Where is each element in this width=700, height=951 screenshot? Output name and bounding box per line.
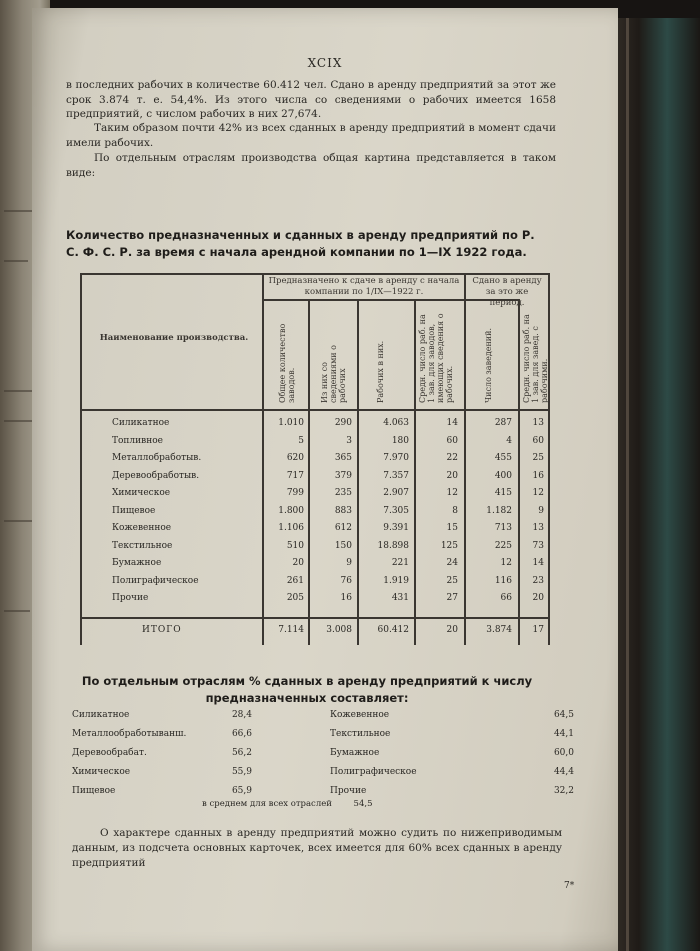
- table-cell: 235: [334, 488, 352, 498]
- table-cell: 13: [532, 523, 544, 533]
- column-header-name: Наименование производства.: [99, 333, 249, 343]
- table-cell: 4: [506, 435, 512, 446]
- percent-section-title: По отдельным отраслям % сданных в аренду предприятий к числу предназначенных составляет:: [81, 674, 533, 705]
- table-cell: 150: [334, 540, 352, 551]
- percent-item-value: 28,4: [231, 710, 252, 720]
- total-cell: 20: [446, 625, 458, 635]
- table-cell: 116: [494, 575, 512, 586]
- percent-item-value: 44,1: [553, 729, 574, 739]
- table-cell: 455: [494, 453, 512, 463]
- table-cell: 66: [500, 593, 512, 603]
- percent-item-value: 64,5: [553, 710, 574, 720]
- rental-table: [80, 273, 550, 645]
- table-cell: 22: [446, 453, 458, 463]
- table-cell: 7.305: [383, 505, 409, 516]
- table-cell: 9.391: [383, 523, 409, 533]
- table-cell: 7.970: [383, 453, 409, 463]
- row-label: Топливное: [112, 435, 163, 446]
- percent-item: [72, 725, 302, 744]
- table-cell: 73: [532, 540, 544, 551]
- group-header-planned: Предназначено к сдаче в аренду с начала компании по 1/IX—1922 г.: [268, 276, 460, 297]
- table-cell: 60: [532, 435, 544, 446]
- table-cell: 400: [494, 470, 512, 481]
- table-cell: 23: [532, 575, 544, 586]
- table-cell: 14: [446, 418, 458, 428]
- row-label: Прочие: [112, 593, 149, 603]
- table-cell: 205: [286, 593, 304, 603]
- column-header-avg-rented: Средн. число раб. на 1 зав. для завед. с рабочими.: [522, 314, 549, 403]
- table-cell: 1.010: [278, 418, 304, 428]
- total-cell: 17: [532, 625, 544, 635]
- percent-item: [330, 725, 580, 744]
- average-label: в среднем для всех отраслей: [202, 799, 332, 809]
- percent-item-label: Полиграфическое: [330, 767, 417, 777]
- table-cell: 15: [446, 523, 458, 533]
- percent-item: [330, 744, 580, 763]
- book-page: [32, 8, 618, 951]
- percent-item-value: 56,2: [231, 748, 252, 758]
- percent-list-left: [72, 706, 302, 801]
- table-cell: 20: [446, 470, 458, 481]
- average-line: [202, 799, 422, 809]
- table-cell: 9: [538, 505, 544, 516]
- total-cell: 60.412: [377, 625, 409, 635]
- row-label: Металлобработыв.: [112, 453, 202, 463]
- paragraph-3: По отдельным отраслям производства общая картина представляется в таком виде:: [66, 152, 556, 179]
- paragraph-4: О характере сданных в аренду предприятий можно судить по нижеприводимым данным, из подсчета основных карточек, всех имеется для 60% всех сданных в аренду предприятий: [72, 827, 562, 869]
- percent-item-value: 65,9: [231, 786, 252, 796]
- table-cell: 60: [446, 435, 458, 446]
- percent-item-label: Химическое: [72, 767, 131, 777]
- table-cell: 9: [346, 558, 352, 568]
- percent-item-label: Кожевенное: [330, 710, 390, 720]
- book-spine: [618, 18, 700, 951]
- table-cell: 1.919: [383, 575, 409, 586]
- table-cell: 221: [391, 558, 409, 568]
- row-label: Полиграфическое: [112, 575, 199, 586]
- table-title: Количество предназначенных и сданных в аренду предприятий по Р. С. Ф. С. Р. за время с начала арендной компании по 1—IX 1922 года.: [66, 228, 535, 259]
- table-cell: 510: [286, 540, 304, 551]
- column-header-total-plants: Общее количество заводов.: [278, 323, 296, 403]
- table-cell: 7.357: [383, 470, 409, 481]
- group-header-rented: Сдано в аренду за это же период.: [472, 276, 542, 308]
- table-cell: 379: [334, 470, 352, 481]
- total-label: ИТОГО: [142, 625, 182, 635]
- percent-item: [72, 744, 302, 763]
- table-cell: 415: [494, 488, 512, 498]
- row-label: Пищевое: [112, 505, 156, 516]
- table-cell: 431: [391, 593, 409, 603]
- average-value: 54,5: [353, 799, 373, 809]
- row-label: Химическое: [112, 488, 171, 498]
- column-header-avg-planned: Средн. число раб. на 1 зав. для заводов, имеющих сведения о рабочих.: [418, 313, 454, 403]
- table-cell: 4.063: [383, 418, 409, 428]
- table-cell: 5: [298, 435, 304, 446]
- page-number: XCIX: [307, 56, 343, 70]
- percent-item: [330, 706, 580, 725]
- row-label: Текстильное: [112, 540, 173, 551]
- table-cell: 717: [286, 470, 304, 481]
- total-cell: 3.008: [326, 625, 352, 635]
- percent-item: [72, 706, 302, 725]
- column-header-rented-count: Число заведений.: [484, 327, 493, 403]
- row-label: Деревообработыв.: [112, 470, 200, 481]
- table-cell: 883: [334, 505, 352, 516]
- percent-item-value: 60,0: [553, 748, 574, 758]
- table-row: [80, 593, 550, 614]
- table-cell: 27: [446, 593, 458, 603]
- table-cell: 365: [334, 453, 352, 463]
- percent-item: [72, 763, 302, 782]
- table-cell: 620: [286, 453, 304, 463]
- table-cell: 12: [500, 558, 512, 568]
- table-cell: 14: [532, 558, 544, 568]
- signature-mark: 7*: [564, 881, 575, 891]
- table-cell: 25: [532, 453, 544, 463]
- table-cell: 8: [452, 505, 458, 516]
- percent-item-label: Силикатное: [72, 710, 130, 720]
- table-cell: 13: [532, 418, 544, 428]
- table-cell: 1.106: [278, 523, 304, 533]
- percent-item-value: 55,9: [231, 767, 252, 777]
- percent-list-right: [330, 706, 580, 801]
- table-cell: 25: [446, 575, 458, 586]
- percent-item-label: Металлообработыванш.: [72, 729, 187, 739]
- row-label: Силикатное: [112, 418, 170, 428]
- row-label: Кожевенное: [112, 523, 172, 533]
- table-cell: 24: [446, 558, 458, 568]
- paragraph-1: в последних рабочих в количестве 60.412 чел. Сдано в аренду предприятий за этот же срок 3.874 т. е. 54,4%. Из этого числа со сведениями о рабочих имеется 1658 предприятий, с числом рабочих в них 27,674.: [66, 79, 556, 120]
- table-cell: 12: [446, 488, 458, 498]
- total-cell: 7.114: [278, 625, 304, 635]
- table-cell: 612: [334, 523, 352, 533]
- table-cell: 261: [286, 575, 304, 586]
- table-cell: 16: [340, 593, 352, 603]
- percent-item-label: Пищевое: [72, 786, 116, 796]
- paragraph-2: Таким образом почти 42% из всех сданных в аренду предприятий в момент сдачи имели рабочих.: [66, 122, 556, 149]
- table-cell: 3: [346, 435, 352, 446]
- table-cell: 713: [494, 523, 512, 533]
- table-cell: 125: [440, 540, 458, 551]
- percent-item-label: Деревообрабат.: [72, 748, 147, 758]
- percent-item-value: 66,6: [231, 729, 252, 739]
- column-header-with-workers: Из них со сведениями о рабочих: [320, 344, 347, 403]
- table-cell: 1.800: [278, 505, 304, 516]
- percent-item-label: Бумажное: [330, 748, 380, 758]
- percent-item-label: Текстильное: [330, 729, 391, 739]
- table-cell: 20: [532, 593, 544, 603]
- table-cell: 225: [494, 540, 512, 551]
- table-cell: 16: [532, 470, 544, 481]
- percent-item-value: 44,4: [553, 767, 574, 777]
- table-cell: 287: [494, 418, 512, 428]
- table-cell: 12: [532, 488, 544, 498]
- table-cell: 799: [286, 488, 304, 498]
- table-cell: 1.182: [486, 505, 512, 516]
- table-cell: 18.898: [377, 540, 409, 551]
- table-total-row: [80, 625, 550, 646]
- table-cell: 2.907: [383, 488, 409, 498]
- percent-item-label: Прочие: [330, 786, 367, 796]
- total-cell: 3.874: [486, 625, 512, 635]
- percent-item: [330, 763, 580, 782]
- table-cell: 290: [334, 418, 352, 428]
- percent-item-value: 32,2: [553, 786, 574, 796]
- row-label: Бумажное: [112, 558, 162, 568]
- table-cell: 76: [340, 575, 352, 586]
- column-header-workers: Рабочих в них.: [376, 340, 385, 403]
- table-cell: 20: [292, 558, 304, 568]
- table-cell: 180: [391, 435, 409, 446]
